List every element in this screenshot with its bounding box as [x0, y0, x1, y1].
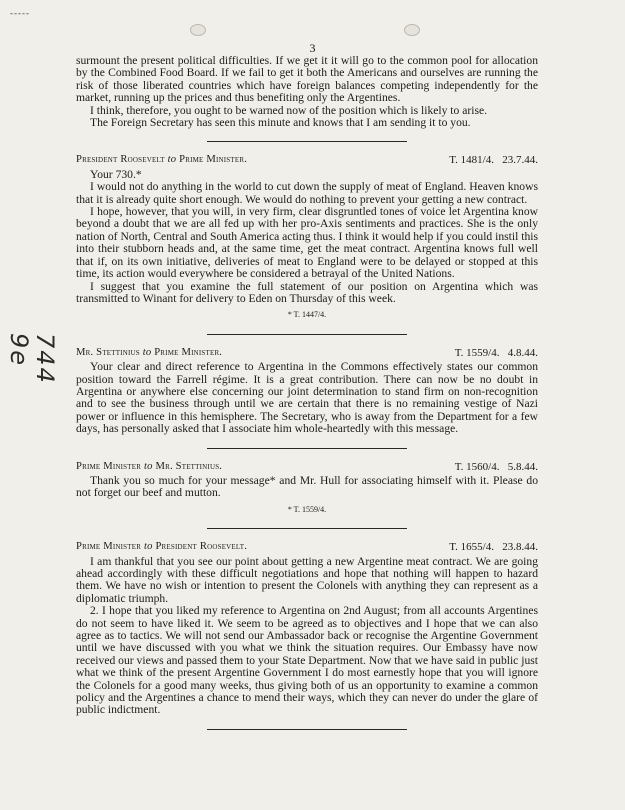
message-roosevelt-to-pm: [76, 154, 538, 321]
punch-hole-right: [404, 24, 420, 36]
section-rule: [207, 141, 407, 142]
message-pm-to-stettinius: [76, 461, 538, 517]
message-paragraph: I hope, however, that you will, in very firm, clear disgruntled tones of voice let Argentina know beyond a doubt that we are all fed up with her pro-Axis sentiments and practices. She is the only nation of North, Central and South America acting thus. I think it would help if you could instil this into their stubborn heads and, at the same time, get the meat contract. Argentina knows full well that if, on its own initiative, deliveries of meat to England were to be delayed or stopped at this time, its action would everywhere be considered a betrayal of the United Nations.: [76, 205, 538, 281]
intro-paragraph: surmount the present political difficulties. If we get it it will go to the common pool for allocation by the Combined Food Board. If we fail to get it both the Americans and ourselves are running the risk of those liberated countries which have foreign balances competing independently for the market, running up the prices and thus benefiting only the Argentines.: [76, 54, 538, 105]
message-to: to: [167, 154, 177, 166]
message-footnote: * T. 1447/4.: [287, 310, 327, 320]
message-pm-to-roosevelt: [76, 541, 538, 717]
message-paragraph: I suggest that you examine the full statement of our position on Argentina which was transmitted to Winant for delivery to Eden on Thursday of this week.: [76, 279, 538, 305]
message-date: 4.8.44.: [507, 346, 538, 359]
message-sender: Mr. Stettinius: [76, 346, 140, 358]
message-paragraph: Your clear and direct reference to Argentina in the Commons effectively states our common position toward the Farrell régime. It is a great contribution. There can now be no doubt in Argentina or anywhere else concerning our joint determination to stand firm on non-recognition and to see the business through until we are certain that there is no remaining vestige of Nazi power or influence in this hemisphere. The Secretary, who is away from the Department for a few days, has personally asked that I associate him whole-heartedly with this message.: [76, 360, 538, 436]
section-rule: [207, 528, 407, 529]
punch-hole-left: [190, 24, 206, 36]
message-paragraph: Thank you so much for your message* and Mr. Hull for associating himself with it. Please do not forget our beef and mutton.: [76, 473, 538, 500]
message-ref: T. 1481/4.: [449, 154, 494, 167]
message-sender: Prime Minister: [76, 541, 142, 553]
message-recipient: Prime Minister.: [179, 154, 248, 166]
message-to: to: [142, 346, 152, 358]
message-date: 23.7.44.: [502, 154, 538, 167]
section-rule: [207, 448, 407, 449]
message-to: to: [143, 541, 153, 553]
message-header: [76, 461, 538, 473]
message-date: 5.8.44.: [507, 460, 538, 473]
message-header: [76, 347, 538, 359]
message-sender: President Roosevelt: [76, 154, 165, 166]
message-header: [76, 541, 538, 553]
message-ref: T. 1560/4.: [454, 460, 500, 473]
section-rule: [207, 334, 407, 335]
message-recipient: President Roosevelt.: [155, 541, 248, 553]
page-number: 3: [309, 41, 316, 55]
message-paragraph: I am thankful that you see our point about getting a new Argentine meat contract. We are going ahead accordingly with these difficult negotiations and hope that nothing will happen to hazard them. We have no wish or intention to present the Colonels with anything they can represent as a diplomatic triumph.: [76, 554, 538, 605]
intro-paragraph: The Foreign Secretary has seen this minute and knows that I am sending it to you.: [90, 116, 471, 130]
message-paragraph: I would not do anything in the world to cut down the supply of meat of England. Heaven knows that it is already quite short enough. We would do nothing to prevent your getting a new contract.: [76, 180, 538, 206]
message-recipient: Prime Minister.: [154, 346, 223, 358]
message-paragraph: 2. I hope that you liked my reference to Argentina on 2nd August; from all accounts Argentines do not seem to have liked it. We seem to be agreed as to objectives and I hope that we can also agree as to tactics. We will not send our Ambassador back or recognise the Argentine Government until we have discussed with you what we think the situation requires. Our Embassy have now received our views and passed them to your State Department. Now that we have said in public just what we think of the present Argentine Government I do most earnestly hope that you will ignore the Colonels for a good many weeks, thus giving both of us an opportunity to examine a common policy and the Argentines a chance to mend their ways, which they can never do under the glare of public indictment.: [76, 604, 538, 717]
message-sender: Prime Minister: [76, 460, 142, 472]
message-footnote: * T. 1559/4.: [287, 504, 327, 514]
handwritten-margin-note: 744 9e: [5, 333, 59, 385]
message-stettinius-to-pm: [76, 347, 538, 436]
message-ref: T. 1655/4.: [449, 541, 494, 554]
section-rule: [207, 729, 407, 730]
document-body: [76, 55, 538, 742]
message-header: [76, 154, 538, 166]
message-to: to: [143, 460, 153, 472]
message-paragraph: Your 730.*: [90, 167, 142, 181]
intro-paragraph: I think, therefore, you ought to be warned now of the position which is likely to arise.: [90, 103, 488, 117]
message-date: 23.8.44.: [502, 541, 538, 554]
corner-mark: -----: [10, 8, 30, 18]
message-ref: T. 1559/4.: [454, 346, 500, 359]
message-recipient: Mr. Stettinius.: [155, 460, 223, 472]
